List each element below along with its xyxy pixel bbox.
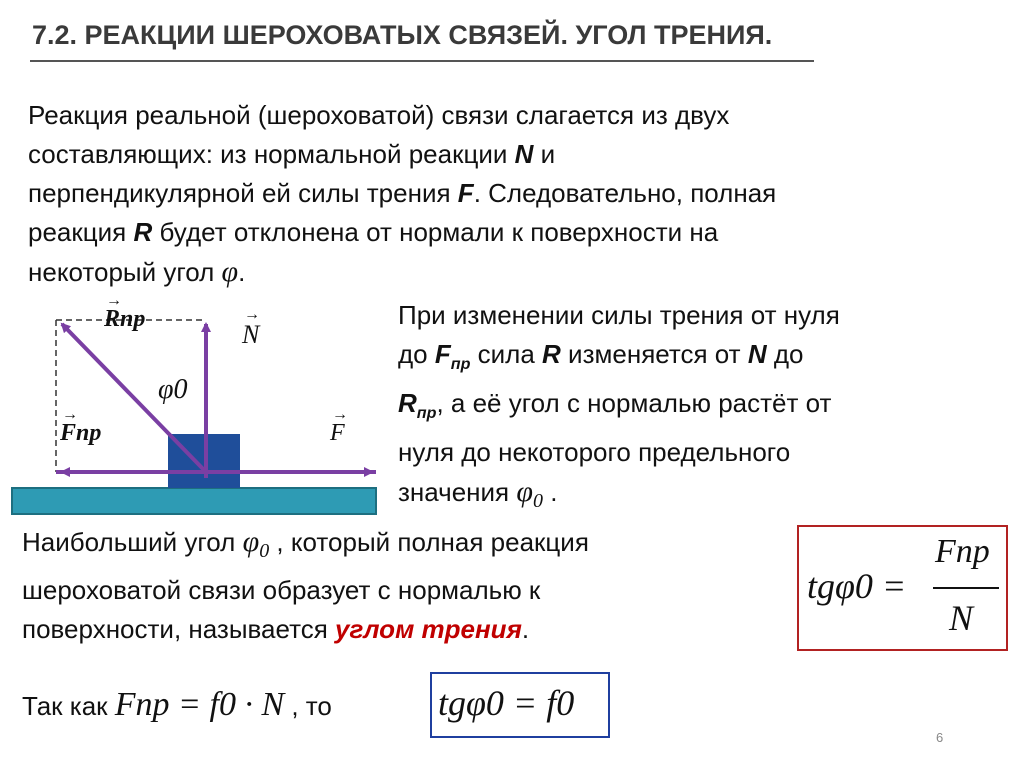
paragraph-variation [398, 296, 840, 522]
formula-lhs: tgφ0 = [807, 566, 907, 606]
friction-angle-formula-box [797, 525, 1008, 651]
result-formula-box [430, 672, 610, 738]
slide-title: 7.2. РЕАКЦИИ ШЕРОХОВАТЫХ СВЯЗЕЙ. УГОЛ ТРЕНИЯ. [32, 20, 773, 50]
conclusion-formula: Fпр = f0 · N [114, 686, 285, 723]
paragraph-conclusion [22, 686, 332, 724]
intro-line-4: реакция R будет отклонена от нормали к поверхности на [28, 217, 719, 247]
formula-numerator: Fпр [935, 533, 990, 570]
page-number: 6 [936, 730, 944, 745]
conclusion-prefix: Так как [22, 691, 115, 721]
variation-line-4: нуля до некоторого предельного [398, 437, 791, 468]
label-r: Rпр [104, 306, 146, 332]
definition-line-1: Наибольший угол $\varphi_0$ , который полная реакция [22, 525, 589, 563]
result-formula: tgφ0 = f0 [438, 683, 575, 723]
definition-line-2: шероховатой связи образует с нормалью к [22, 575, 541, 606]
intro-line-1: Реакция реальной (шероховатой) связи слагается из двух [28, 100, 730, 130]
conclusion-suffix: , то [284, 691, 332, 721]
variation-line-1: При изменении силы трения от нуля [398, 300, 840, 330]
label-phi0: φ0 [158, 374, 188, 405]
paragraph-intro [28, 96, 776, 292]
support-surface [12, 488, 376, 514]
definition-line-3: поверхности, называется углом трения. [22, 614, 530, 645]
variation-line-3: $R_{пр}$, а её угол с нормалью растёт от [398, 388, 832, 423]
formula-fraction-bar [933, 587, 999, 589]
title-underline [30, 60, 814, 62]
intro-line-2: составляющих: из нормальной реакции N и [28, 139, 556, 169]
intro-line-5: некоторый угол φ. [28, 255, 246, 288]
label-normal: → N [242, 306, 260, 349]
label-fpr: → Fпр [60, 406, 102, 446]
paragraph-definition [22, 522, 589, 649]
intro-line-3: перпендикулярной ей силы трения F. Следовательно, полная [28, 178, 777, 208]
label-f: → F [330, 406, 348, 446]
variation-line-5: значения $\varphi_0$ . [398, 475, 558, 513]
variation-line-2: до $F_{пр}$ сила R изменяется от N до [398, 339, 804, 374]
label-reaction: → Rпр [104, 292, 146, 332]
friction-angle-term: углом трения [335, 614, 522, 645]
formula-denominator: N [949, 598, 974, 638]
